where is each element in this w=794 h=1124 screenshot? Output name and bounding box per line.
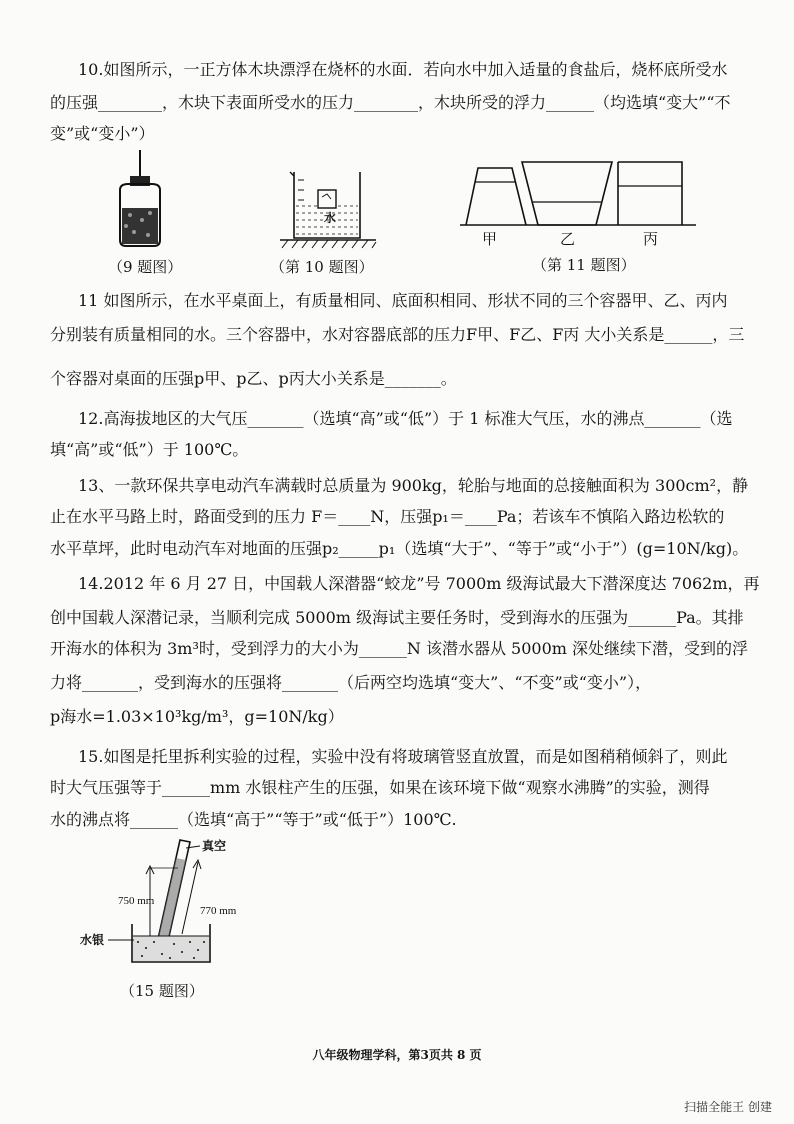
q14-line1: 14.2012 年 6 月 27 日，中国载人深潜器“蛟龙”号 7000m 级海试最大下潜深度达 7062m，再 xyxy=(78,574,760,593)
label-vacuum: 真空 xyxy=(202,839,227,853)
caption-figure-15: （15 题图） xyxy=(120,982,204,1000)
beaker-water-label: 水 xyxy=(324,211,337,225)
q15-line3: 水的沸点将______（选填“高于”“等于”或“低于”）100℃. xyxy=(50,810,457,829)
q14-line2: 创中国载人深潜记录，当顺利完成 5000m 级海试主要任务时，受到海水的压强为______Pa。其排 xyxy=(50,608,744,627)
label-yi: 乙 xyxy=(560,230,576,248)
q13-line3: 水平草坪，此时电动汽车对地面的压强p₂_____p₁（选填“大于”、“等于”或“小于”）(g=10N/kg)。 xyxy=(50,539,749,558)
caption-figure-9: （9 题图） xyxy=(108,258,183,276)
q13-line1: 13、一款环保共享电动汽车满载时总质量为 900kg，轮胎与地面的总接触面积为 300cm²，静 xyxy=(78,476,749,495)
page-footer: 八年级物理学科，第3页共 8 页 xyxy=(312,1048,482,1062)
q14-line5: p海水=1.03×10³kg/m³，g=10N/kg） xyxy=(50,707,344,726)
label-bing: 丙 xyxy=(643,230,659,248)
q15-line1: 15.如图是托里拆利实验的过程，实验中没有将玻璃管竖直放置，而是如图稍稍倾斜了，则此 xyxy=(78,747,728,766)
q10-line2: 的压强________，木块下表面所受水的压力________，木块所受的浮力______（均选填“变大”“不 xyxy=(50,93,731,112)
figure-9-jar xyxy=(110,150,170,250)
label-750mm: 750 mm xyxy=(118,895,155,907)
caption-figure-10: （第 10 题图） xyxy=(270,258,374,276)
q12-line1: 12.高海拔地区的大气压_______（选填“高”或“低”）于 1 标准大气压，水的沸点_______（选 xyxy=(78,409,733,428)
label-770mm: 770 mm xyxy=(200,905,237,917)
q11-line2: 分别装有质量相同的水。三个容器中，水对容器底部的压力F甲、F乙、F丙 大小关系是______，三 xyxy=(50,325,745,344)
q11-line1: 11 如图所示，在水平桌面上，有质量相同、底面积相同、形状不同的三个容器甲、乙、丙内 xyxy=(78,291,728,310)
label-mercury: 水银 xyxy=(80,933,105,947)
scanner-watermark: 扫描全能王 创建 xyxy=(684,1100,772,1114)
q15-line2: 时大气压强等于______mm 水银柱产生的压强，如果在该环境下做“观察水沸腾”的实验，测得 xyxy=(50,778,710,797)
q14-line4: 力将_______，受到海水的压强将_______（后两空均选填“变大”、“不变”或“变小”）， xyxy=(50,673,652,692)
caption-figure-11: （第 11 题图） xyxy=(532,256,636,274)
q13-line2: 止在水平马路上时，路面受到的压力 F＝____N，压强p₁＝____Pa；若该车不慎陷入路边松软的 xyxy=(50,507,725,526)
label-jia: 甲 xyxy=(482,230,498,248)
q11-line3: 个容器对桌面的压强p甲、p乙、p丙大小关系是_______。 xyxy=(50,369,457,388)
figure-15-torricelli xyxy=(78,838,268,978)
figure-11-containers xyxy=(460,160,700,250)
q14-line3: 开海水的体积为 3m³时，受到浮力的大小为______N 该潜水器从 5000m 深处继续下潜，受到的浮 xyxy=(50,639,749,658)
figure-10-beaker xyxy=(280,170,380,250)
q12-line2: 填“高”或“低”）于 100℃。 xyxy=(50,440,249,459)
q10-line1: 10.如图所示，一正方体木块漂浮在烧杯的水面．若向水中加入适量的食盐后，烧杯底所受水 xyxy=(78,60,728,79)
q10-line3: 变”或“变小”） xyxy=(50,124,155,143)
